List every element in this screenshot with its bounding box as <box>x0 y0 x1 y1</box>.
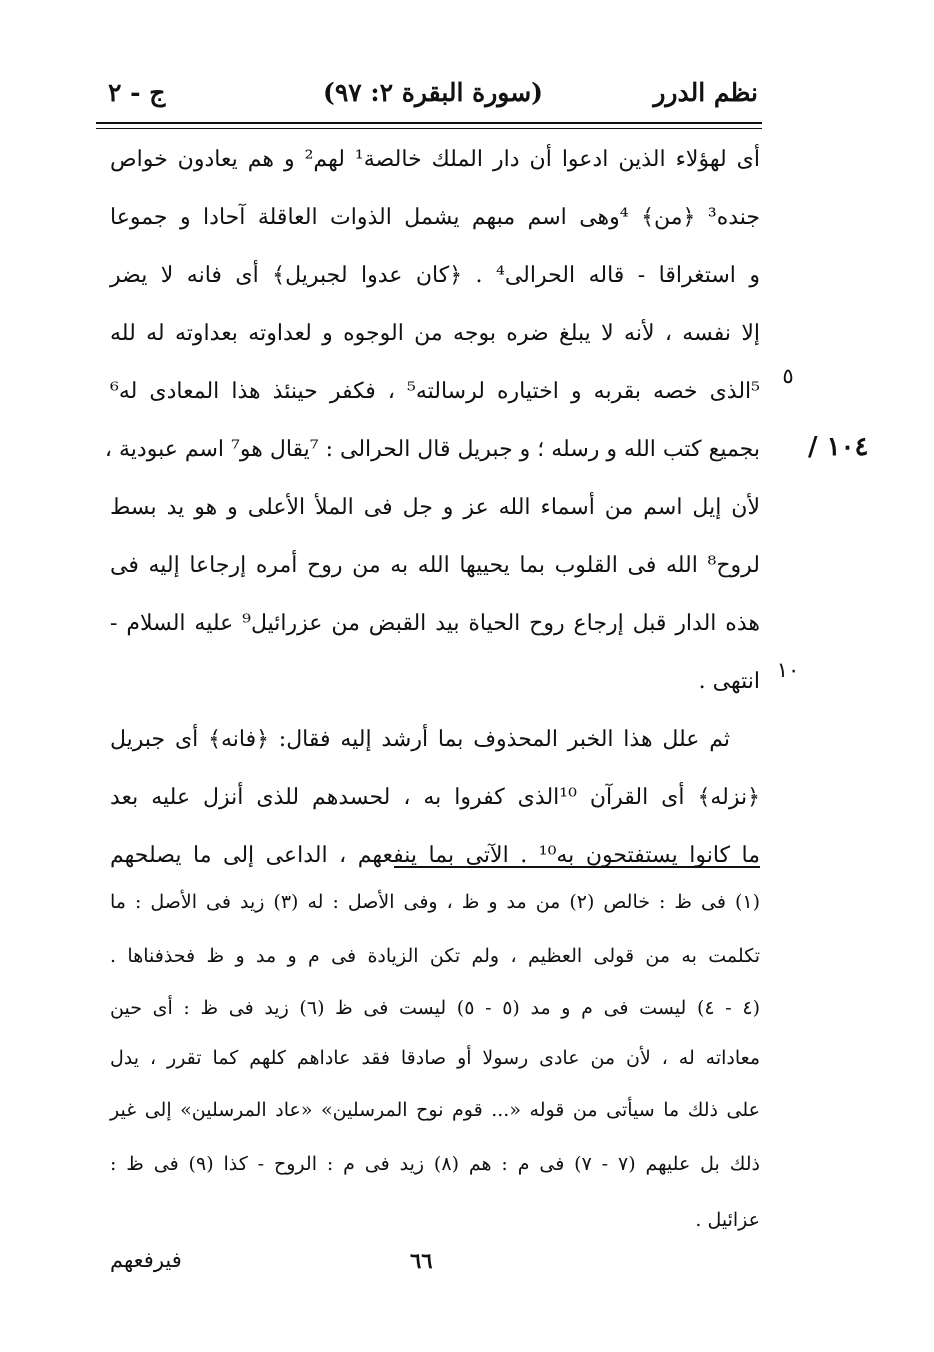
text-line: و استغراقا - قاله الحرالى⁴ . ﴿كان عدوا لجبريل﴾ أى فانه لا يضر <box>110 263 760 288</box>
footnote-line: عزائيل . <box>695 1209 760 1231</box>
text-line: لروح⁸ الله فى القلوب بما يحييها الله به من روح أمره إرجاعا إليه فى <box>110 553 760 578</box>
footnote-line: (١) فى ظ : خالص (٢) من مد و ظ ، وفى الأصل : له (٣) زيد فى الأصل : ما <box>110 891 760 913</box>
text-line: لأن إيل اسم من أسماء الله عز و جل فى الملأ الأعلى و هو يد بسط <box>110 495 760 520</box>
text-line: ﴿نزله﴾ أى القرآن ¹⁰الذى كفروا به ، لحسدهم للذى أنزل عليه بعد <box>110 785 760 810</box>
text-line: إلا نفسه ، لأنه لا يبلغ ضره بوجه من الوجوه و لعداوته بعداوته له لله <box>110 321 760 346</box>
text-line: أى لهؤلاء الذين ادعوا أن دار الملك خالصة¹ لهم² و هم يعادون خواص <box>110 147 761 172</box>
margin-page-marker: ١٠٤ / <box>808 432 869 462</box>
header-rule <box>96 122 762 129</box>
text-line: ما كانوا يستفتحون به¹⁰ . الآتى بما ينفعهم ، الداعى إلى ما يصلحهم <box>110 843 761 868</box>
volume-label: ج - ٢ <box>108 78 166 107</box>
surah-reference: (سورة البقرة ٢: ٩٧) <box>323 78 543 107</box>
text-line: جنده³ ﴿من﴾ ⁴وهى اسم مبهم يشمل الذوات العاقلة آحادا و جموعا <box>110 205 760 230</box>
footnote-rule <box>394 866 760 868</box>
page-number: ٦٦ <box>410 1248 433 1273</box>
catchword: فيرفعهم <box>110 1248 182 1272</box>
text-line: هذه الدار قبل إرجاع روح الحياة بيد القبض من عزرائيل⁹ عليه السلام - <box>110 611 760 636</box>
text-line: ⁵الذى خصه بقربه و اختياره لرسالته⁵ ، فكفر حينئذ هذا المعادى له⁶ <box>110 379 760 404</box>
page-header <box>108 78 758 114</box>
footnote-line: معاداته له ، لأن من عادى رسولا أو صادقا فقد عاداهم كلهم كما تقرر ، يدل <box>110 1047 760 1069</box>
footnote-line: ذلك بل عليهم (٧ - ٧) فى م : هم (٨) زيد فى م : الروح - كذا (٩) فى ظ : <box>110 1153 760 1175</box>
footnote-line: على ذلك ما سيأتى من قوله «... قوم نوح المرسلين» «عاد المرسلين» إلى غير <box>110 1099 760 1121</box>
book-title: نظم الدرر <box>653 78 758 107</box>
text-line: انتهى . <box>698 669 760 694</box>
text-line: بجميع كتب الله و رسله ؛ و جبريل قال الحرالى : ⁷يقال هو⁷ اسم عبودية ، <box>104 437 760 462</box>
text-line: ثم علل هذا الخبر المحذوف بما أرشد إليه فقال: ﴿فانه﴾ أى جبريل <box>110 727 730 752</box>
footnote-line: تكلمت به من قولى العظيم ، ولم تكن الزيادة فى م و مد و ظ فحذفناها . <box>110 945 760 967</box>
line-number-10: ١٠ <box>776 658 800 682</box>
line-number-5: ٥ <box>782 364 794 388</box>
footnote-line: (٤ - ٤) ليست فى م و مد (٥ - ٥) ليست فى ظ (٦) زيد فى ظ : أى حين <box>110 997 761 1019</box>
